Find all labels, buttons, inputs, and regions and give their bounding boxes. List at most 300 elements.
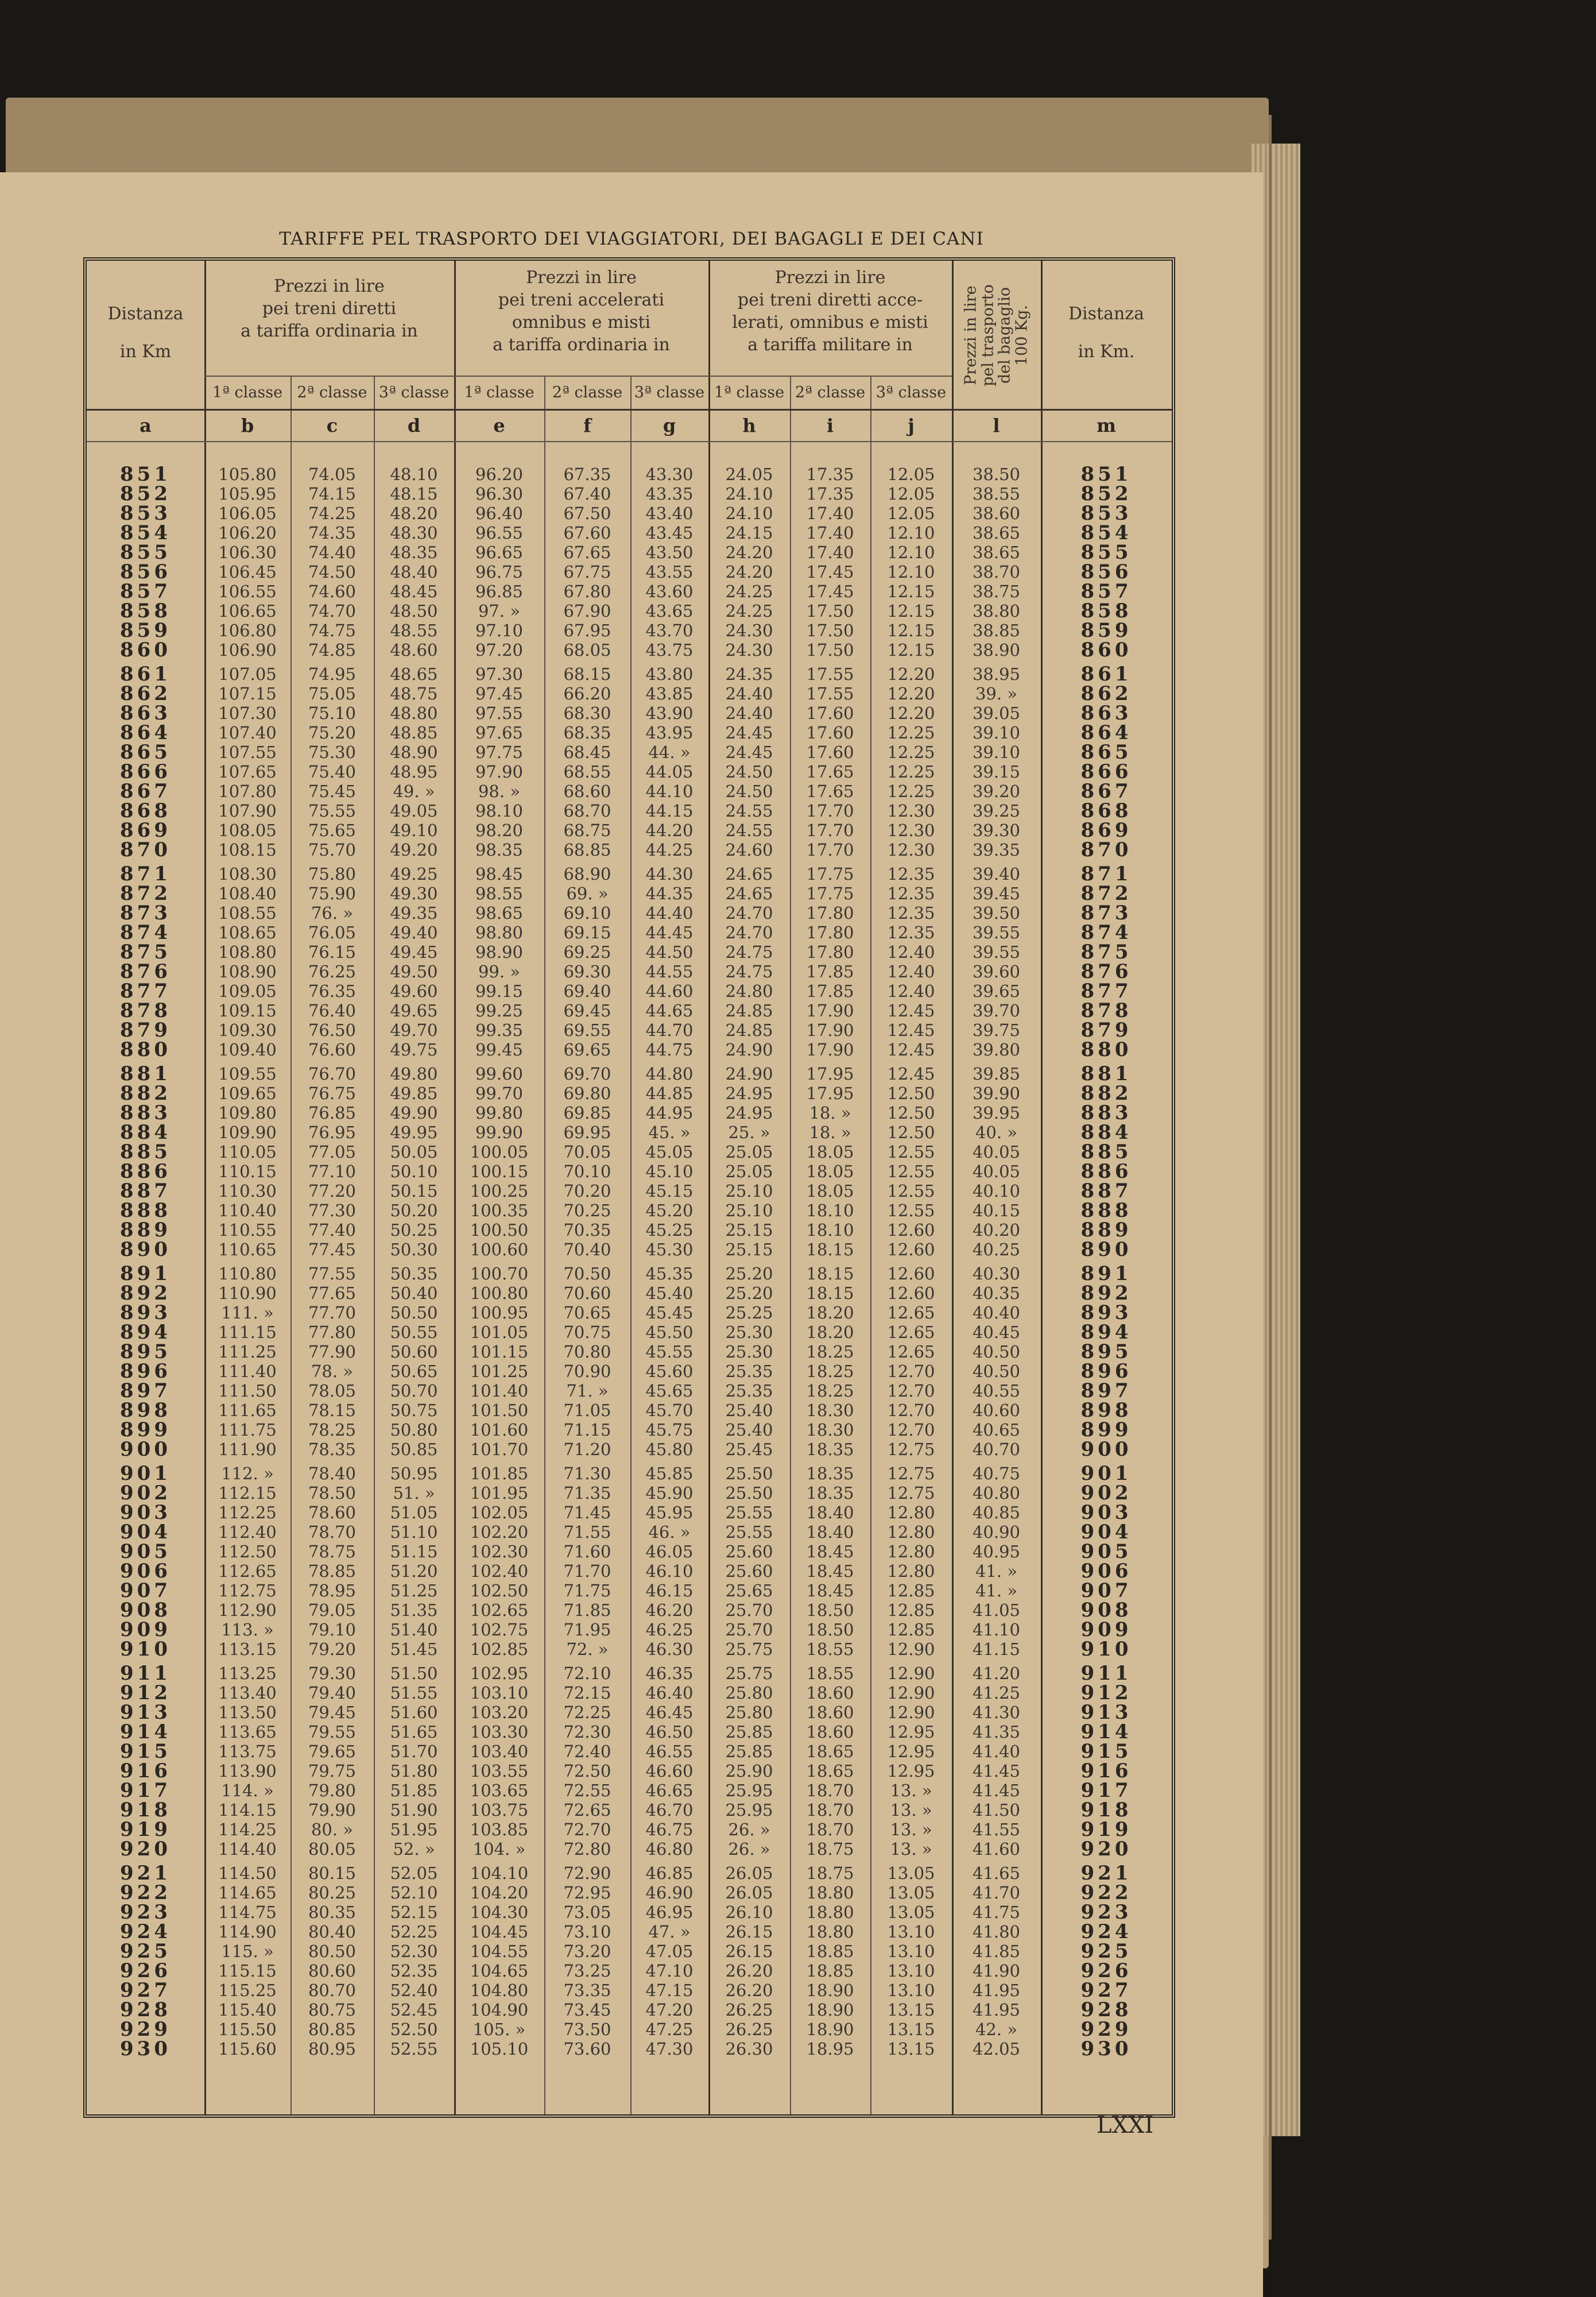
distance-cell: 851 — [1080, 463, 1132, 486]
price-cell: 79.75 — [308, 1761, 357, 1781]
price-cell: 41.90 — [972, 1961, 1021, 1981]
distance-cell: 878 — [120, 999, 171, 1022]
price-cell: 113.50 — [218, 1703, 277, 1722]
price-cell: 43.85 — [645, 684, 694, 703]
price-cell: 78.35 — [308, 1440, 357, 1459]
price-cell: 41.05 — [972, 1600, 1021, 1620]
distance-cell: 897 — [120, 1379, 171, 1402]
direct-trains-header-line: pei treni diretti — [262, 299, 397, 319]
document-page — [0, 172, 1263, 2297]
price-cell: 12.20 — [887, 703, 935, 723]
table-row — [87, 1220, 1172, 1240]
distance-cell: 904 — [1080, 1521, 1132, 1544]
price-cell: 12.35 — [887, 903, 935, 923]
price-cell: 114.90 — [218, 1922, 277, 1942]
accelerated-trains-header-line: a tariffa ordinaria in — [493, 335, 670, 355]
price-cell: 52.25 — [390, 1922, 438, 1942]
price-cell: 102.75 — [470, 1620, 529, 1639]
price-cell: 76.60 — [308, 1040, 357, 1059]
price-cell: 67.75 — [563, 562, 611, 582]
price-cell: 97.45 — [475, 684, 524, 703]
distance-cell: 918 — [1080, 1799, 1132, 1822]
price-cell: 41.70 — [972, 1883, 1021, 1902]
price-cell: 18.15 — [806, 1283, 854, 1303]
price-cell: 72.90 — [563, 1863, 611, 1883]
price-cell: 18.10 — [806, 1201, 854, 1220]
distance-cell: 879 — [1080, 1019, 1132, 1042]
price-cell: 102.30 — [470, 1542, 529, 1561]
price-cell: 76.95 — [308, 1123, 357, 1142]
price-cell: 108.80 — [218, 942, 277, 962]
distance-cell: 869 — [120, 819, 171, 842]
price-cell: 46. » — [648, 1522, 691, 1542]
price-cell: 107.15 — [218, 684, 277, 703]
distance-cell: 909 — [120, 1618, 171, 1641]
distance-cell: 902 — [1080, 1482, 1132, 1505]
price-cell: 45.20 — [645, 1201, 694, 1220]
price-cell: 44.80 — [645, 1064, 694, 1084]
price-cell: 18.40 — [806, 1522, 854, 1542]
price-cell: 39.65 — [972, 981, 1021, 1001]
price-cell: 45.50 — [645, 1322, 694, 1342]
price-cell: 67.90 — [563, 601, 611, 621]
price-cell: 67.50 — [563, 504, 611, 523]
price-cell: 40.60 — [972, 1401, 1021, 1420]
price-cell: 77.55 — [308, 1264, 357, 1283]
price-cell: 18.40 — [806, 1503, 854, 1522]
price-cell: 47.30 — [645, 2039, 694, 2059]
price-cell: 106.30 — [218, 543, 277, 562]
price-cell: 38.65 — [972, 543, 1021, 562]
price-cell: 100.05 — [470, 1142, 529, 1162]
distance-cell: 896 — [120, 1360, 171, 1383]
price-cell: 52.40 — [390, 1981, 438, 2000]
price-cell: 45.80 — [645, 1440, 694, 1459]
price-cell: 51.95 — [390, 1820, 438, 1839]
price-cell: 41.20 — [972, 1664, 1021, 1683]
price-cell: 97.30 — [475, 664, 524, 684]
price-cell: 39.75 — [972, 1020, 1021, 1040]
price-cell: 39.90 — [972, 1084, 1021, 1103]
distance-cell: 862 — [1080, 682, 1132, 705]
price-cell: 112.50 — [218, 1542, 277, 1561]
price-cell: 115.60 — [218, 2039, 277, 2059]
price-cell: 24.60 — [725, 840, 773, 860]
price-cell: 18.05 — [806, 1142, 854, 1162]
price-cell: 17.45 — [806, 562, 854, 582]
price-cell: 98.35 — [475, 840, 524, 860]
distance-cell: 900 — [1080, 1438, 1132, 1461]
price-cell: 18. » — [809, 1103, 851, 1123]
direct-trains-header-line: Prezzi in lire — [274, 276, 385, 296]
price-cell: 39.40 — [972, 864, 1021, 884]
price-cell: 17.40 — [806, 504, 854, 523]
price-cell: 18.35 — [806, 1464, 854, 1483]
table-row — [87, 640, 1172, 660]
price-cell: 99.70 — [475, 1084, 524, 1103]
price-cell: 43.30 — [645, 465, 694, 484]
price-cell: 25.05 — [725, 1142, 773, 1162]
price-cell: 50.60 — [390, 1342, 438, 1362]
price-cell: 49.60 — [390, 981, 438, 1001]
price-cell: 13. » — [890, 1800, 932, 1820]
price-cell: 40.40 — [972, 1303, 1021, 1322]
price-cell: 113.15 — [218, 1639, 277, 1659]
price-cell: 18.90 — [806, 2000, 854, 2020]
price-cell: 44.65 — [645, 1001, 694, 1020]
price-cell: 17.85 — [806, 962, 854, 981]
price-cell: 17.80 — [806, 942, 854, 962]
price-cell: 40.25 — [972, 1240, 1021, 1259]
distance-cell: 883 — [1080, 1101, 1132, 1124]
price-cell: 96.55 — [475, 523, 524, 543]
military-tariff-header-line: Prezzi in lire — [774, 268, 886, 288]
price-cell: 72.65 — [563, 1800, 611, 1820]
distance-cell: 866 — [120, 760, 171, 783]
price-cell: 107.30 — [218, 703, 277, 723]
price-cell: 25.70 — [725, 1620, 773, 1639]
price-cell: 12.10 — [887, 543, 935, 562]
distance-cell: 886 — [120, 1160, 171, 1183]
distance-cell: 922 — [120, 1881, 171, 1904]
price-cell: 26.25 — [725, 2000, 773, 2020]
price-cell: 45.70 — [645, 1401, 694, 1420]
price-cell: 25.40 — [725, 1401, 773, 1420]
price-cell: 12.75 — [887, 1440, 935, 1459]
price-cell: 46.55 — [645, 1742, 694, 1761]
price-cell: 25.30 — [725, 1322, 773, 1342]
price-cell: 79.30 — [308, 1664, 357, 1683]
price-cell: 101.70 — [470, 1440, 529, 1459]
distance-cell: 869 — [1080, 819, 1132, 842]
price-cell: 50.35 — [390, 1264, 438, 1283]
price-cell: 75.05 — [308, 684, 357, 703]
price-cell: 45.30 — [645, 1240, 694, 1259]
price-cell: 24.85 — [725, 1020, 773, 1040]
price-cell: 25.35 — [725, 1362, 773, 1381]
price-cell: 68.30 — [563, 703, 611, 723]
price-cell: 12.50 — [887, 1084, 935, 1103]
price-cell: 73.50 — [563, 2020, 611, 2039]
column-letter-g: g — [663, 415, 676, 436]
price-cell: 50.15 — [390, 1181, 438, 1201]
price-cell: 112.75 — [218, 1581, 277, 1600]
price-cell: 101.60 — [470, 1420, 529, 1440]
price-cell: 77.80 — [308, 1322, 357, 1342]
table-row — [87, 1902, 1172, 1922]
price-cell: 50.70 — [390, 1381, 438, 1401]
price-cell: 13.10 — [887, 1961, 935, 1981]
distance-cell: 924 — [1080, 1920, 1132, 1943]
price-cell: 12.70 — [887, 1362, 935, 1381]
column-letter-d: d — [407, 415, 421, 436]
price-cell: 12.80 — [887, 1522, 935, 1542]
price-cell: 49.95 — [390, 1123, 438, 1142]
distance-cell: 886 — [1080, 1160, 1132, 1183]
price-cell: 25.25 — [725, 1303, 773, 1322]
price-cell: 108.15 — [218, 840, 277, 860]
distance-cell: 913 — [1080, 1701, 1132, 1724]
letter-rule — [87, 441, 1172, 442]
price-cell: 24.90 — [725, 1064, 773, 1084]
price-cell: 102.40 — [470, 1561, 529, 1581]
price-cell: 78.95 — [308, 1581, 357, 1600]
distance-cell: 906 — [120, 1560, 171, 1583]
price-cell: 24.55 — [725, 821, 773, 840]
price-cell: 46.15 — [645, 1581, 694, 1600]
price-cell: 12.40 — [887, 942, 935, 962]
price-cell: 77.20 — [308, 1181, 357, 1201]
price-cell: 52.30 — [390, 1942, 438, 1961]
price-cell: 75.80 — [308, 864, 357, 884]
price-cell: 38.75 — [972, 582, 1021, 601]
distance-cell: 888 — [120, 1199, 171, 1222]
price-cell: 107.90 — [218, 801, 277, 821]
price-cell: 13.15 — [887, 2020, 935, 2039]
price-cell: 12.80 — [887, 1561, 935, 1581]
price-cell: 48.80 — [390, 703, 438, 723]
table-row — [87, 1001, 1172, 1020]
price-cell: 18.45 — [806, 1561, 854, 1581]
price-cell: 67.60 — [563, 523, 611, 543]
price-cell: 51.65 — [390, 1722, 438, 1742]
table-row — [87, 1162, 1172, 1181]
price-cell: 69.55 — [563, 1020, 611, 1040]
price-cell: 47.15 — [645, 1981, 694, 2000]
price-cell: 13. » — [890, 1820, 932, 1839]
price-cell: 40.85 — [972, 1503, 1021, 1522]
price-cell: 43.50 — [645, 543, 694, 562]
price-cell: 74.25 — [308, 504, 357, 523]
distance-header-left — [87, 295, 204, 371]
price-cell: 43.90 — [645, 703, 694, 723]
price-cell: 41.30 — [972, 1703, 1021, 1722]
price-cell: 17.70 — [806, 801, 854, 821]
price-cell: 40.05 — [972, 1142, 1021, 1162]
column-letter-c: c — [326, 415, 338, 436]
price-cell: 25.60 — [725, 1542, 773, 1561]
price-cell: 70.50 — [563, 1264, 611, 1283]
price-cell: 41.85 — [972, 1942, 1021, 1961]
price-cell: 101.05 — [470, 1322, 529, 1342]
distance-cell: 860 — [1080, 639, 1132, 662]
distance-cell: 865 — [1080, 741, 1132, 764]
distance-cell: 915 — [120, 1740, 171, 1763]
distance-cell: 877 — [1080, 980, 1132, 1003]
price-cell: 12.30 — [887, 801, 935, 821]
distance-cell: 860 — [120, 639, 171, 662]
price-cell: 13.15 — [887, 2039, 935, 2059]
distance-cell: 852 — [1080, 482, 1132, 505]
price-cell: 12.20 — [887, 664, 935, 684]
price-cell: 12.15 — [887, 601, 935, 621]
price-cell: 25.10 — [725, 1181, 773, 1201]
price-cell: 39.30 — [972, 821, 1021, 840]
price-cell: 46.05 — [645, 1542, 694, 1561]
table-row — [87, 1342, 1172, 1362]
price-cell: 24.75 — [725, 962, 773, 981]
price-cell: 68.35 — [563, 723, 611, 743]
table-row — [87, 840, 1172, 860]
price-cell: 74.70 — [308, 601, 357, 621]
distance-cell: 893 — [1080, 1301, 1132, 1324]
price-cell: 12.25 — [887, 782, 935, 801]
price-cell: 40.95 — [972, 1542, 1021, 1561]
table-row — [87, 1820, 1172, 1839]
price-cell: 51.85 — [390, 1781, 438, 1800]
table-row — [87, 1839, 1172, 1859]
column-letter-h: h — [742, 415, 756, 436]
distance-cell: 921 — [1080, 1862, 1132, 1885]
price-cell: 45.05 — [645, 1142, 694, 1162]
price-cell: 102.85 — [470, 1639, 529, 1659]
price-cell: 99.60 — [475, 1064, 524, 1084]
price-cell: 110.55 — [218, 1220, 277, 1240]
price-cell: 48.35 — [390, 543, 438, 562]
price-cell: 18.85 — [806, 1942, 854, 1961]
price-cell: 24.65 — [725, 864, 773, 884]
price-cell: 17.40 — [806, 543, 854, 562]
price-cell: 104. » — [472, 1839, 526, 1859]
distance-cell: 927 — [1080, 1979, 1132, 2002]
price-cell: 25.70 — [725, 1600, 773, 1620]
distance-cell: 913 — [120, 1701, 171, 1724]
price-cell: 40.70 — [972, 1440, 1021, 1459]
price-cell: 106.20 — [218, 523, 277, 543]
price-cell: 12.15 — [887, 621, 935, 640]
price-cell: 97.65 — [475, 723, 524, 743]
price-cell: 17.70 — [806, 840, 854, 860]
price-cell: 17.75 — [806, 864, 854, 884]
price-cell: 49.70 — [390, 1020, 438, 1040]
price-cell: 12.50 — [887, 1103, 935, 1123]
distance-cell: 885 — [120, 1140, 171, 1163]
table-row — [87, 1781, 1172, 1800]
price-cell: 112.25 — [218, 1503, 277, 1522]
price-cell: 50.10 — [390, 1162, 438, 1181]
price-cell: 70.65 — [563, 1303, 611, 1322]
price-cell: 49. » — [393, 782, 435, 801]
price-cell: 18.75 — [806, 1863, 854, 1883]
price-cell: 12.55 — [887, 1162, 935, 1181]
table-row — [87, 1922, 1172, 1942]
price-cell: 74.75 — [308, 621, 357, 640]
price-cell: 78.25 — [308, 1420, 357, 1440]
price-cell: 79.90 — [308, 1800, 357, 1820]
price-cell: 17.90 — [806, 1001, 854, 1020]
price-cell: 48.50 — [390, 601, 438, 621]
distance-cell: 900 — [120, 1438, 171, 1461]
price-cell: 25.95 — [725, 1781, 773, 1800]
table-row — [87, 903, 1172, 923]
distance-cell: 887 — [120, 1180, 171, 1202]
price-cell: 38.70 — [972, 562, 1021, 582]
price-cell: 103.10 — [470, 1683, 529, 1703]
distance-cell: 922 — [1080, 1881, 1132, 1904]
price-cell: 99.45 — [475, 1040, 524, 1059]
price-cell: 13.05 — [887, 1863, 935, 1883]
price-cell: 17.40 — [806, 523, 854, 543]
price-cell: 70.90 — [563, 1362, 611, 1381]
price-cell: 18.35 — [806, 1483, 854, 1503]
price-cell: 70.05 — [563, 1142, 611, 1162]
price-cell: 74.35 — [308, 523, 357, 543]
price-cell: 25.35 — [725, 1381, 773, 1401]
price-cell: 80. » — [311, 1820, 354, 1839]
distance-cell: 873 — [1080, 902, 1132, 925]
table-row — [87, 1322, 1172, 1342]
price-cell: 100.95 — [470, 1303, 529, 1322]
price-cell: 24.25 — [725, 601, 773, 621]
price-cell: 44.05 — [645, 762, 694, 782]
price-cell: 41.65 — [972, 1863, 1021, 1883]
distance-cell: 880 — [1080, 1038, 1132, 1061]
distance-cell: 870 — [1080, 838, 1132, 861]
price-cell: 102.50 — [470, 1581, 529, 1600]
price-cell: 71.20 — [563, 1440, 611, 1459]
distance-cell: 883 — [120, 1101, 171, 1124]
distance-cell: 892 — [1080, 1282, 1132, 1305]
price-cell: 46.35 — [645, 1664, 694, 1683]
distance-cell: 925 — [1080, 1940, 1132, 1963]
price-cell: 24.95 — [725, 1103, 773, 1123]
price-cell: 18.45 — [806, 1581, 854, 1600]
price-cell: 80.05 — [308, 1839, 357, 1859]
price-cell: 12.65 — [887, 1303, 935, 1322]
distance-cell: 930 — [1080, 2037, 1132, 2060]
table-row — [87, 1742, 1172, 1761]
table-row — [87, 1483, 1172, 1503]
price-cell: 17.80 — [806, 903, 854, 923]
distance-cell: 854 — [1080, 521, 1132, 544]
price-cell: 102.95 — [470, 1664, 529, 1683]
distance-cell: 889 — [1080, 1219, 1132, 1242]
table-row — [87, 1401, 1172, 1420]
distance-header-right — [1041, 295, 1172, 371]
distance-cell: 859 — [120, 619, 171, 642]
price-cell: 39.55 — [972, 923, 1021, 942]
price-cell: 51.05 — [390, 1503, 438, 1522]
price-cell: 50.65 — [390, 1362, 438, 1381]
distance-cell: 892 — [120, 1282, 171, 1305]
price-cell: 18.90 — [806, 2020, 854, 2039]
price-cell: 99.35 — [475, 1020, 524, 1040]
price-cell: 68.75 — [563, 821, 611, 840]
price-cell: 26.05 — [725, 1863, 773, 1883]
price-cell: 46.75 — [645, 1820, 694, 1839]
price-cell: 17.65 — [806, 762, 854, 782]
price-cell: 25.80 — [725, 1683, 773, 1703]
price-cell: 104.65 — [470, 1961, 529, 1981]
price-cell: 45.35 — [645, 1264, 694, 1283]
distance-cell: 864 — [120, 721, 171, 744]
price-cell: 113.40 — [218, 1683, 277, 1703]
price-cell: 41.50 — [972, 1800, 1021, 1820]
table-row — [87, 684, 1172, 703]
price-cell: 18.45 — [806, 1542, 854, 1561]
price-cell: 40.10 — [972, 1181, 1021, 1201]
price-cell: 50.85 — [390, 1440, 438, 1459]
price-cell: 41.75 — [972, 1902, 1021, 1922]
price-cell: 109.65 — [218, 1084, 277, 1103]
price-cell: 115.15 — [218, 1961, 277, 1981]
table-row — [87, 1064, 1172, 1084]
class-label: 3ª classe — [876, 384, 947, 401]
price-cell: 46.95 — [645, 1902, 694, 1922]
price-cell: 76. » — [311, 903, 354, 923]
price-cell: 45.10 — [645, 1162, 694, 1181]
distance-cell: 885 — [1080, 1140, 1132, 1163]
